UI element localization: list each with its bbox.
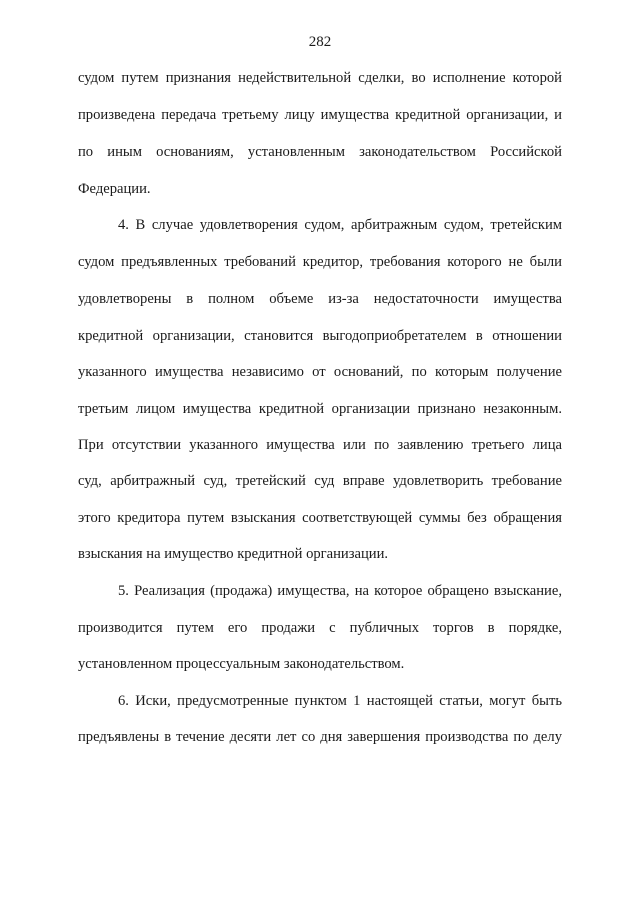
text-line: этого кредитора путем взыскания соответствующей суммы без обращения <box>78 510 562 526</box>
text-line: Федерации. <box>78 181 151 197</box>
text-line: установленном процессуальным законодательством. <box>78 656 405 672</box>
text-line: судом путем признания недействительной сделки, во исполнение которой <box>78 70 562 86</box>
text-line: по иным основаниям, установленным законодательством Российской <box>78 144 562 160</box>
text-line: кредитной организации, становится выгодоприобретателем в отношении <box>78 328 562 344</box>
paragraph-first-line: 5. Реализация (продажа) имущества, на которое обращено взыскание, <box>118 583 562 599</box>
text-line: предъявлены в течение десяти лет со дня завершения производства по делу <box>78 729 562 745</box>
text-line: При отсутствии указанного имущества или по заявлению третьего лица <box>78 437 562 453</box>
text-line: производится путем его продажи с публичных торгов в порядке, <box>78 620 562 636</box>
text-line: судом предъявленных требований кредитор, требования которого не были <box>78 254 562 270</box>
text-line: суд, арбитражный суд, третейский суд вправе удовлетворить требование <box>78 473 562 489</box>
paragraph-first-line: 6. Иски, предусмотренные пунктом 1 настоящей статьи, могут быть <box>118 693 562 709</box>
text-line: третьим лицом имущества кредитной организации признано незаконным. <box>78 401 562 417</box>
paragraph-first-line: 4. В случае удовлетворения судом, арбитражным судом, третейским <box>118 217 562 233</box>
text-line: указанного имущества независимо от оснований, по которым получение <box>78 364 562 380</box>
text-line: удовлетворены в полном объеме из-за недостаточности имущества <box>78 291 562 307</box>
text-line: взыскания на имущество кредитной организации. <box>78 546 389 562</box>
page-number: 282 <box>308 34 332 50</box>
text-line: произведена передача третьему лицу имущества кредитной организации, и <box>78 107 562 123</box>
